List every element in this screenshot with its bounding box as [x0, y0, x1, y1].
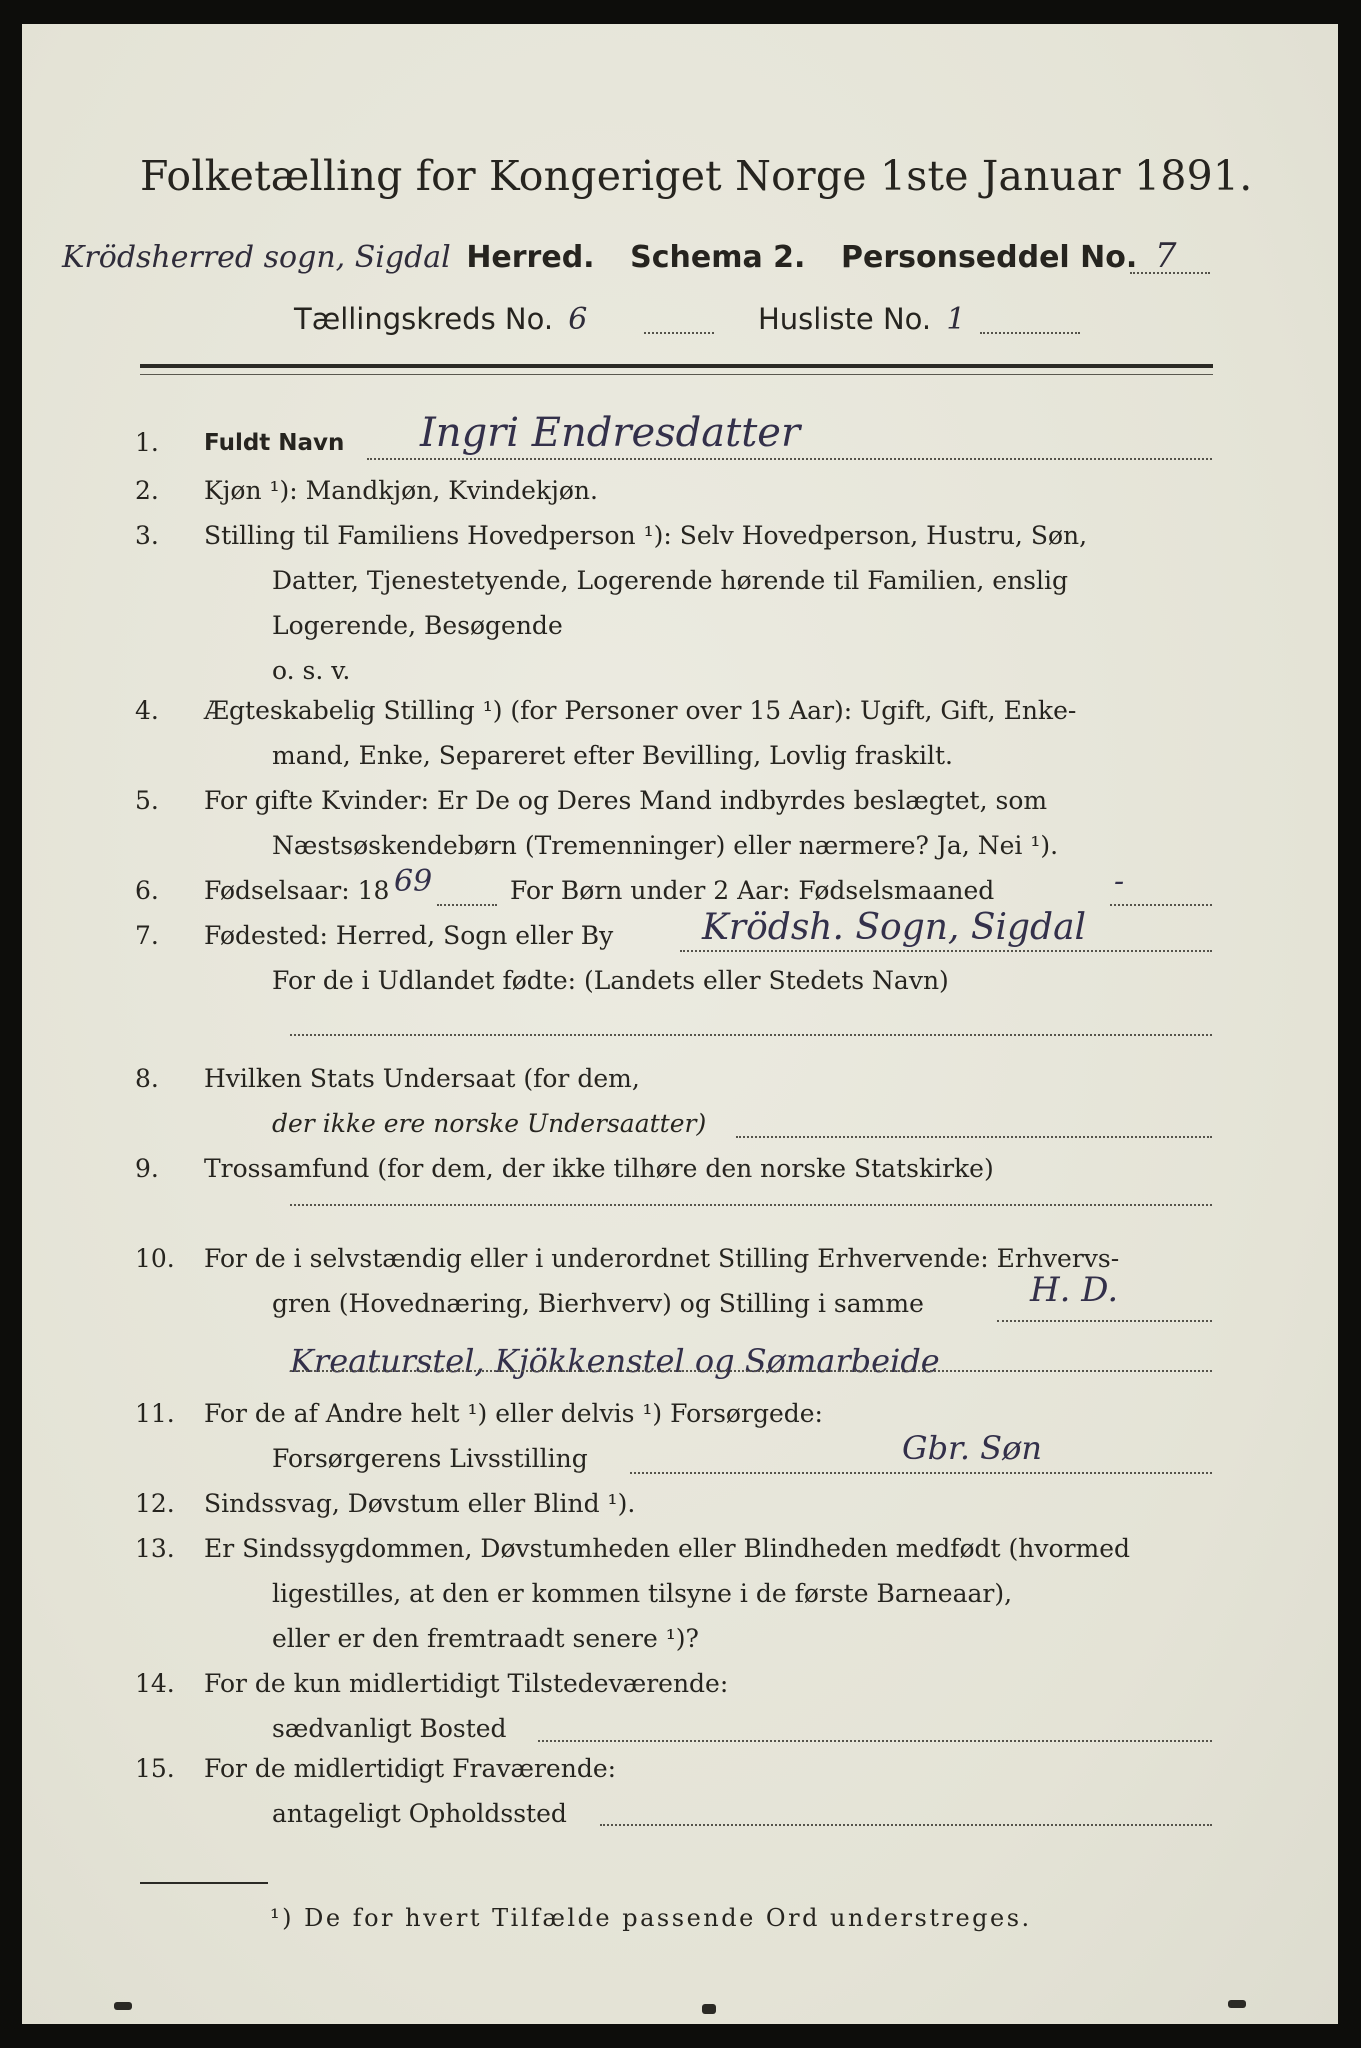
herred-label: Herred.: [466, 240, 595, 275]
item-number: 6.: [135, 876, 159, 905]
herred-value: Krödsherred sogn, Sigdal: [62, 240, 451, 275]
taellingskreds-label: Tællingskreds No.: [294, 302, 554, 336]
item-label: Hvilken Stats Undersaat (for dem,: [204, 1064, 640, 1093]
center-mark: [702, 2004, 716, 2014]
item-label: Forsørgerens Livsstilling: [272, 1444, 588, 1473]
item-label: For Børn under 2 Aar: Fødselsmaaned: [510, 876, 995, 905]
item-label: For de i Udlandet fødte: (Landets eller Stedets Navn): [272, 966, 949, 995]
item-number: 3.: [135, 521, 159, 550]
item-number: 14.: [135, 1669, 175, 1698]
item-label: For de midlertidigt Fraværende:: [204, 1754, 617, 1783]
taellingskreds-dots: [644, 332, 714, 334]
item-label: Næstsøskendebørn (Tremenninger) eller nærmere? Ja, Nei ¹).: [272, 831, 1059, 860]
item-label: der ikke ere norske Undersaatter): [272, 1109, 707, 1138]
item-number: 9.: [135, 1154, 159, 1183]
schema-label: Schema 2.: [630, 240, 806, 275]
personseddel-dots: [1130, 272, 1210, 274]
item-label: Trossamfund (for dem, der ikke tilhøre den norske Statskirke): [204, 1154, 994, 1183]
item-number: 7.: [135, 921, 159, 950]
item-label: o. s. v.: [272, 656, 351, 685]
item-label: Fødested: Herred, Sogn eller By: [204, 921, 614, 950]
occupation-answer-1: H. D.: [1030, 1270, 1119, 1310]
item-label: Logerende, Besøgende: [272, 611, 563, 640]
corner-mark-left: [114, 2002, 132, 2010]
footnote-text: ¹) De for hvert Tilfælde passende Ord understreges.: [270, 1904, 1032, 1932]
item-6-month-dots: [1110, 904, 1212, 906]
item-11-dots: [630, 1472, 1212, 1474]
item-10-extra-dots: [290, 1370, 1212, 1372]
item-1-dots: [367, 458, 1212, 460]
birthplace-answer: Krödsh. Sogn, Sigdal: [702, 907, 1087, 948]
name-answer: Ingri Endresdatter: [420, 410, 801, 456]
provider-answer: Gbr. Søn: [902, 1429, 1042, 1467]
item-number: 15.: [135, 1754, 175, 1783]
item-label: Er Sindssygdommen, Døvstumheden eller Blindheden medfødt (hvormed: [204, 1534, 1131, 1563]
census-form-page: [22, 24, 1338, 2024]
item-9-dots: [290, 1204, 1212, 1206]
item-label: Stilling til Familiens Hovedperson ¹): Selv Hovedperson, Hustru, Søn,: [204, 521, 1088, 550]
item-number: 1.: [135, 428, 159, 457]
taellingskreds-line: [294, 302, 587, 337]
header-rule-thick: [140, 364, 1213, 368]
item-6-year-dots: [437, 904, 497, 906]
item-number: 10.: [135, 1244, 175, 1273]
item-number: 11.: [135, 1399, 175, 1428]
personseddel-value: 7: [1154, 236, 1177, 276]
item-label: Fødselsaar: 18: [204, 876, 390, 905]
item-label: Kjøn ¹): Mandkjøn, Kvindekjøn.: [204, 476, 598, 505]
item-label: For gifte Kvinder: Er De og Deres Mand indbyrdes beslægtet, som: [204, 786, 1048, 815]
item-label: Ægteskabelig Stilling ¹) (for Personer over 15 Aar): Ugift, Gift, Enke-: [204, 696, 1077, 725]
item-label: mand, Enke, Separeret efter Bevilling, Lovlig fraskilt.: [272, 741, 953, 770]
item-15-dots: [600, 1824, 1212, 1826]
item-label: For de kun midlertidigt Tilstedeværende:: [204, 1669, 729, 1698]
taellingskreds-value: 6: [568, 302, 588, 337]
form-title: Folketælling for Kongeriget Norge 1ste Januar 1891.: [140, 152, 1253, 200]
personseddel-label: Personseddel No.: [840, 240, 1138, 275]
item-number: 2.: [135, 476, 159, 505]
husliste-dots: [980, 332, 1080, 334]
item-number: 13.: [135, 1534, 175, 1563]
item-10-dots: [997, 1320, 1212, 1322]
husliste-value: 1: [946, 302, 966, 337]
item-number: 4.: [135, 696, 159, 725]
item-label: eller er den fremtraadt senere ¹)?: [272, 1624, 699, 1653]
item-label: For de af Andre helt ¹) eller delvis ¹) Forsørgede:: [204, 1399, 823, 1428]
item-label: Datter, Tjenestetyende, Logerende hørende til Familien, enslig: [272, 566, 1069, 595]
herred-line: [62, 236, 1176, 276]
item-number: 8.: [135, 1064, 159, 1093]
footnote-rule: [140, 1882, 268, 1884]
item-14-dots: [538, 1740, 1212, 1742]
birth-year-answer: 69: [394, 864, 433, 899]
item-8-dots: [736, 1136, 1212, 1138]
item-label: antageligt Opholdssted: [272, 1799, 567, 1828]
item-number: 12.: [135, 1489, 175, 1518]
husliste-line: [758, 302, 965, 337]
birth-month-answer: -: [1114, 864, 1125, 899]
item-label: Sindssvag, Døvstum eller Blind ¹).: [204, 1489, 636, 1518]
item-7-dots: [680, 950, 1212, 952]
item-number: 5.: [135, 786, 159, 815]
item-label: gren (Hovednæring, Bierhverv) og Stilling i samme: [272, 1289, 924, 1318]
husliste-label: Husliste No.: [758, 302, 932, 336]
item-label: sædvanligt Bosted: [272, 1714, 507, 1743]
item-label: For de i selvstændig eller i underordnet Stilling Erhvervende: Erhvervs-: [204, 1244, 1120, 1273]
item-7-extra-dots: [290, 1034, 1212, 1036]
occupation-answer-2: Kreaturstel, Kjökkenstel og Sømarbeide: [290, 1342, 940, 1380]
corner-mark-right: [1228, 2000, 1246, 2008]
item-label: Fuldt Navn: [204, 430, 345, 456]
header-rule-thin: [140, 374, 1213, 375]
item-label: ligestilles, at den er kommen tilsyne i de første Barneaar),: [272, 1579, 1013, 1608]
